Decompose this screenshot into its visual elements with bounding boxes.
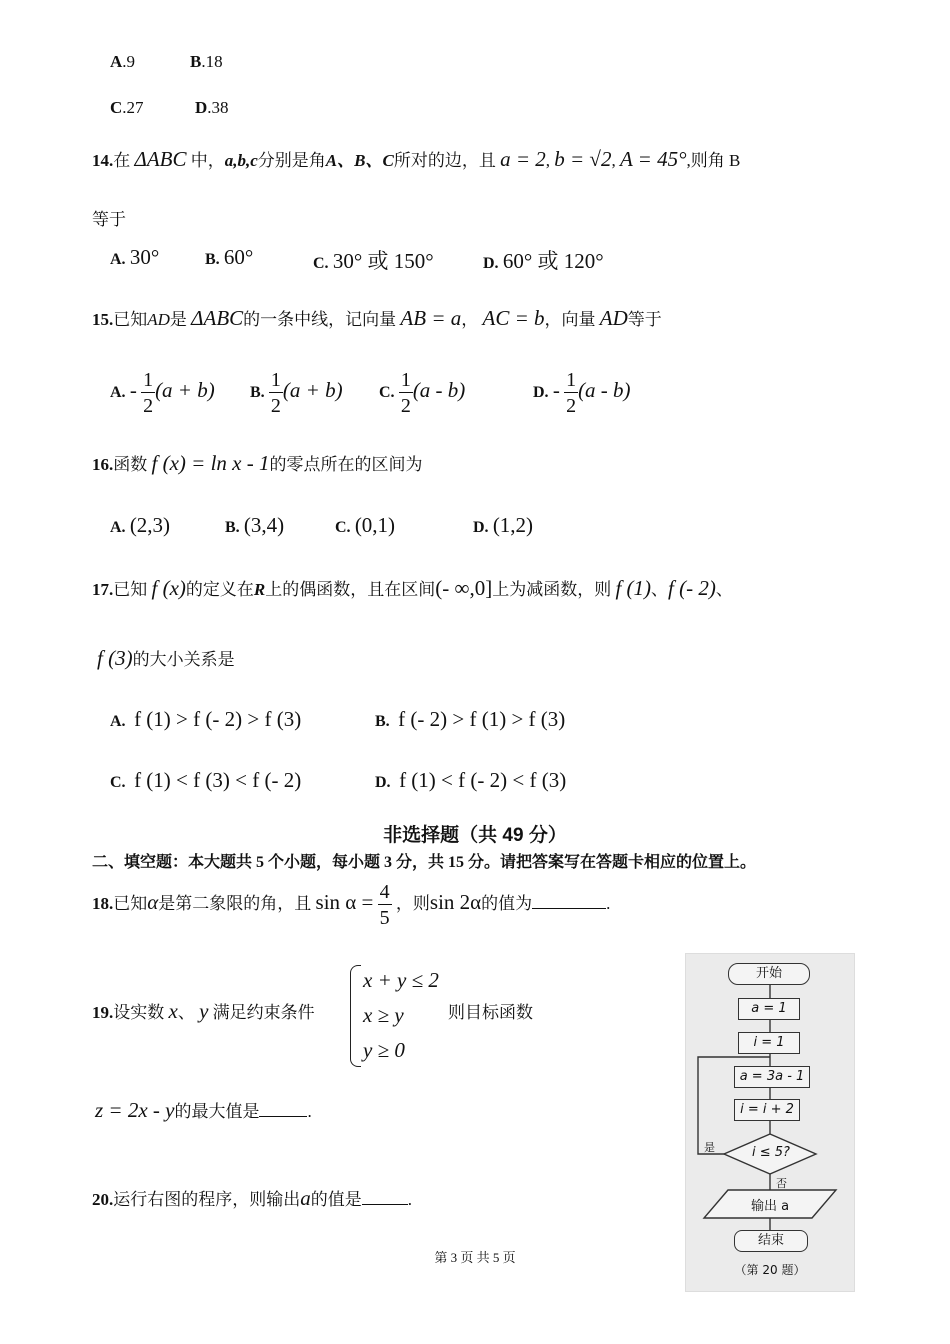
flowchart-yes: 是 — [704, 1141, 715, 1154]
q19-stem: 19.设实数 x、 y 满足约束条件 — [92, 999, 315, 1023]
q14-stem-cont: 等于 — [92, 210, 126, 229]
q20-stem: 20.运行右图的程序，则输出a的值是 . — [92, 1186, 412, 1210]
q17-option-b: B. f (- 2) > f (1) > f (3) — [375, 707, 566, 731]
flowchart-init-a: a = 1 — [738, 998, 800, 1020]
q16-option-d: D. (1,2) — [473, 513, 534, 537]
q19-constraint-1: x + y ≤ 2 — [363, 968, 439, 992]
section-instruction: 二、填空题：本大题共 5 个小题，每小题 3 分，共 15 分。请把答案写在答题卡相应的位置上。 — [92, 854, 757, 871]
q16-option-c: C. (0,1) — [335, 513, 396, 537]
q17-stem: 17.已知 f (x)的定义在R上的偶函数，且在区间(- ∞,0]上为减函数，则 f (1)、f (- 2)、 — [92, 576, 733, 600]
page-footer: 第 3 页 共 5 页 — [434, 1250, 516, 1265]
q17-option-c: C. f (1) < f (3) < f (- 2) — [110, 768, 302, 792]
flowchart-figure — [685, 953, 855, 1292]
section-title: 非选择题（共 49 分） — [383, 825, 567, 846]
q17-option-a: A. f (1) > f (- 2) > f (3) — [110, 707, 302, 731]
q14-option-c: C. 30° 或 150° — [313, 249, 434, 273]
q13-option-b: B.18 — [190, 52, 223, 71]
flowchart-no: 否 — [776, 1177, 787, 1190]
flowchart-update-i: i = i + 2 — [734, 1099, 800, 1121]
q15-option-b: B. $\frac{1}{2}$ (a + b) — [250, 369, 343, 417]
flowchart-init-i: i = 1 — [738, 1032, 800, 1054]
flowchart-output: 输出 a — [750, 1199, 790, 1214]
q15-option-c: C. $\frac{1}{2}$ (a - b) — [379, 369, 466, 417]
q19-stem-3: z = 2x - y的最大值是 . — [95, 1098, 312, 1122]
q14-option-a: A. 30° — [110, 245, 160, 269]
q17-option-d: D. f (1) < f (- 2) < f (3) — [375, 768, 567, 792]
flowchart-update-a: a = 3a - 1 — [734, 1066, 810, 1088]
q17-stem-cont: f (3)的大小关系是 — [97, 646, 235, 670]
q19-answer-blank[interactable] — [259, 1116, 307, 1117]
q19-constraint-2: x ≥ y — [363, 1003, 404, 1027]
q16-option-b: B. (3,4) — [225, 513, 285, 537]
q14-stem: 14.在 ΔABC 中，a,b,c分别是角A、B、C所对的边，且 a = 2, b = √2, A = 45°,则角 B — [92, 147, 741, 171]
q13-option-a: A.9 — [110, 52, 136, 71]
flowchart-end: 结束 — [734, 1230, 808, 1252]
q15-option-a: A. - $\frac{1}{2}$ (a + b) — [110, 369, 215, 417]
q19-stem-2: 则目标函数 — [448, 1003, 533, 1022]
q16-option-a: A. (2,3) — [110, 513, 171, 537]
q13-option-d: D.38 — [195, 98, 229, 117]
q14-option-d: D. 60° 或 120° — [483, 249, 604, 273]
q20-answer-blank[interactable] — [362, 1204, 408, 1205]
q19-constraint-3: y ≥ 0 — [363, 1038, 405, 1062]
flowchart-start: 开始 — [728, 963, 810, 985]
q14-option-b: B. 60° — [205, 245, 254, 269]
flowchart-condition: i ≤ 5? — [752, 1145, 790, 1160]
flowchart-caption: （第 20 题） — [734, 1263, 806, 1277]
q16-stem: 16.函数 f (x) = ln x - 1的零点所在的区间为 — [92, 451, 423, 475]
q13-option-c: C.27 — [110, 98, 144, 117]
q15-stem: 15.已知AD是 ΔABC的一条中线，记向量 AB = a， AC = b，向量 AD等于 — [92, 306, 662, 330]
q18-stem: 18.已知α是第二象限的角，且 sin α = $\frac{4}{5}$ ，则sin 2α的值为 . — [92, 881, 611, 929]
q19-brace — [350, 965, 361, 1067]
q18-answer-blank[interactable] — [532, 908, 606, 909]
q15-option-d: D. - $\frac{1}{2}$ (a - b) — [533, 369, 631, 417]
